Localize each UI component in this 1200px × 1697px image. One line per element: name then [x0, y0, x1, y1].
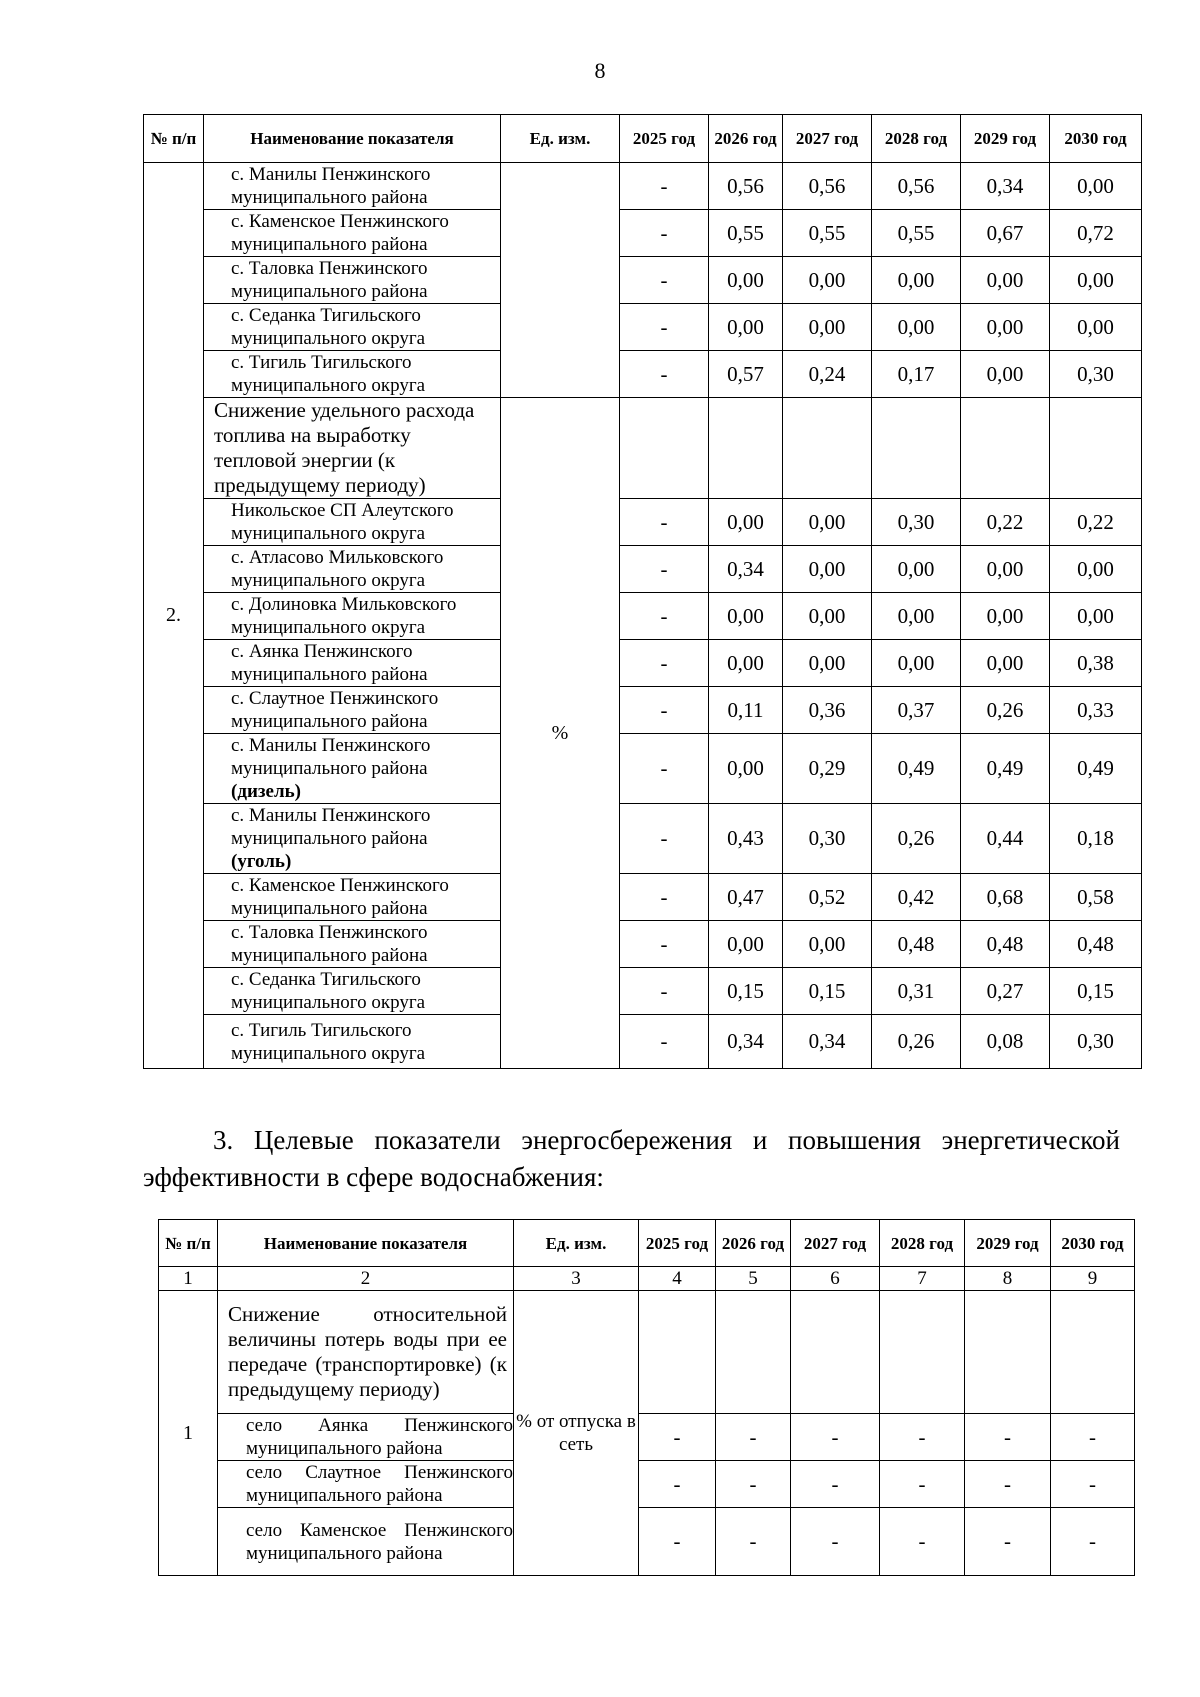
value-cell: - [791, 1508, 880, 1576]
fuel-type: (дизель) [231, 781, 301, 802]
column-header: 2027 год [791, 1220, 880, 1267]
value-cell: - [791, 1414, 880, 1461]
table-row [144, 257, 1142, 304]
table-row [144, 1015, 1142, 1069]
value-cell: 0,00 [1050, 546, 1142, 593]
value-cell: 0,26 [872, 1015, 961, 1069]
value-cell: 0,00 [1050, 257, 1142, 304]
empty-cell [1051, 1291, 1135, 1414]
value-cell: 0,22 [961, 499, 1050, 546]
table-row [144, 734, 1142, 804]
table-row [159, 1414, 1135, 1461]
value-cell: - [716, 1461, 791, 1508]
table-row [144, 593, 1142, 640]
value-cell: - [620, 640, 709, 687]
column-header: 2028 год [880, 1220, 965, 1267]
value-cell: 0,57 [709, 351, 783, 398]
group-title: Снижение относительной величины потерь воды при ее передаче (транспортировке) (к предыдущему периоду) [218, 1291, 514, 1414]
table-row [144, 687, 1142, 734]
column-header: Ед. изм. [501, 115, 620, 163]
value-cell: 0,00 [872, 593, 961, 640]
value-cell: 0,55 [872, 210, 961, 257]
empty-cell [961, 398, 1050, 499]
table-row [144, 304, 1142, 351]
row-number: 2. [144, 163, 204, 1069]
value-cell: 0,56 [872, 163, 961, 210]
table-header-row [159, 1220, 1135, 1267]
value-cell: - [716, 1414, 791, 1461]
value-cell: 0,36 [783, 687, 872, 734]
value-cell: 0,48 [1050, 921, 1142, 968]
value-cell: 0,00 [783, 593, 872, 640]
value-cell: 0,33 [1050, 687, 1142, 734]
value-cell: 0,00 [1050, 163, 1142, 210]
value-cell: 0,22 [1050, 499, 1142, 546]
settlement-name: с. Атласово Мильковского муниципального округа [231, 547, 444, 591]
value-cell: 0,00 [872, 546, 961, 593]
value-cell: 0,37 [872, 687, 961, 734]
indicator-name [204, 734, 501, 804]
column-header: Наименование показателя [218, 1220, 514, 1267]
value-cell: - [620, 257, 709, 304]
column-header: 2025 год [639, 1220, 716, 1267]
value-cell: 0,56 [783, 163, 872, 210]
value-cell: 0,49 [961, 734, 1050, 804]
settlement-name: с. Манилы Пенжинского муниципального района [231, 805, 431, 849]
value-cell: 0,72 [1050, 210, 1142, 257]
settlement-name: с. Слаутное Пенжинского муниципального района [231, 688, 439, 732]
column-header: Ед. изм. [514, 1220, 639, 1267]
unit-top-blank [501, 163, 620, 398]
empty-cell [872, 398, 961, 499]
value-cell: 0,00 [872, 304, 961, 351]
value-cell: 0,00 [961, 640, 1050, 687]
indicator-name: с. Тигиль Тигильского муниципального округа [204, 351, 501, 398]
value-cell: - [639, 1461, 716, 1508]
settlement-name: с. Тигиль Тигильского муниципального округа [231, 1019, 426, 1064]
empty-cell [709, 398, 783, 499]
group-row [144, 398, 1142, 499]
indicator-name [204, 968, 501, 1015]
value-cell: 0,00 [709, 593, 783, 640]
value-cell: 0,00 [961, 351, 1050, 398]
indicator-name: село Аянка Пенжинского муниципального района [218, 1414, 514, 1461]
value-cell: 0,30 [872, 499, 961, 546]
value-cell: 0,56 [709, 163, 783, 210]
value-cell: - [620, 499, 709, 546]
value-cell: 0,00 [872, 257, 961, 304]
value-cell: 0,08 [961, 1015, 1050, 1069]
row-number: 1 [159, 1291, 218, 1576]
value-cell: 0,00 [783, 546, 872, 593]
value-cell: 0,00 [709, 304, 783, 351]
table-row [144, 546, 1142, 593]
value-cell: 0,34 [783, 1015, 872, 1069]
column-header: 2029 год [965, 1220, 1051, 1267]
empty-cell [965, 1291, 1051, 1414]
empty-cell [1050, 398, 1142, 499]
fuel-type: (уголь) [231, 851, 292, 872]
value-cell: 0,43 [709, 804, 783, 874]
value-cell: 0,38 [1050, 640, 1142, 687]
indicator-name [204, 921, 501, 968]
value-cell: 0,00 [783, 921, 872, 968]
value-cell: - [880, 1414, 965, 1461]
value-cell: - [620, 804, 709, 874]
value-cell: - [620, 734, 709, 804]
column-header: 2030 год [1051, 1220, 1135, 1267]
value-cell: 0,00 [961, 257, 1050, 304]
value-cell: - [620, 351, 709, 398]
value-cell: - [1051, 1414, 1135, 1461]
settlement-name: с. Седанка Тигильского муниципального округа [231, 969, 426, 1013]
column-header: 2025 год [620, 115, 709, 163]
column-index: 6 [791, 1267, 880, 1291]
value-cell: 0,30 [783, 804, 872, 874]
column-header: 2028 год [872, 115, 961, 163]
value-cell: 0,00 [709, 499, 783, 546]
value-cell: 0,15 [783, 968, 872, 1015]
value-cell: 0,00 [872, 640, 961, 687]
table-row [144, 499, 1142, 546]
empty-cell [639, 1291, 716, 1414]
value-cell: 0,00 [709, 640, 783, 687]
empty-cell [791, 1291, 880, 1414]
value-cell: 0,34 [709, 1015, 783, 1069]
value-cell: 0,18 [1050, 804, 1142, 874]
table-row [144, 640, 1142, 687]
value-cell: - [639, 1508, 716, 1576]
value-cell: 0,48 [872, 921, 961, 968]
indicator-name [204, 499, 501, 546]
value-cell: 0,26 [961, 687, 1050, 734]
value-cell: - [620, 1015, 709, 1069]
value-cell: - [620, 968, 709, 1015]
value-cell: 0,34 [961, 163, 1050, 210]
value-cell: - [620, 593, 709, 640]
water-loss-table [158, 1219, 1135, 1576]
value-cell: 0,00 [783, 304, 872, 351]
value-cell: - [620, 546, 709, 593]
value-cell: - [1051, 1508, 1135, 1576]
settlement-name: с. Таловка Пенжинского муниципального района [231, 922, 428, 966]
value-cell: 0,52 [783, 874, 872, 921]
value-cell: 0,44 [961, 804, 1050, 874]
table-row [144, 874, 1142, 921]
value-cell: 0,00 [1050, 593, 1142, 640]
indicator-name [204, 640, 501, 687]
column-header: № п/п [144, 115, 204, 163]
table-row [144, 921, 1142, 968]
value-cell: 0,42 [872, 874, 961, 921]
empty-cell [880, 1291, 965, 1414]
column-header: 2026 год [716, 1220, 791, 1267]
column-index: 4 [639, 1267, 716, 1291]
value-cell: 0,29 [783, 734, 872, 804]
value-cell: 0,49 [1050, 734, 1142, 804]
empty-cell [716, 1291, 791, 1414]
value-cell: 0,15 [709, 968, 783, 1015]
settlement-name: с. Аянка Пенжинского муниципального района [231, 641, 428, 685]
indicator-name [204, 687, 501, 734]
unit: % [501, 398, 620, 1069]
indicator-name [204, 874, 501, 921]
value-cell: 0,11 [709, 687, 783, 734]
value-cell: - [965, 1414, 1051, 1461]
column-index: 8 [965, 1267, 1051, 1291]
value-cell: - [620, 210, 709, 257]
value-cell: - [620, 921, 709, 968]
indicator-name: село Слаутное Пенжинского муниципального района [218, 1461, 514, 1508]
value-cell: 0,00 [783, 257, 872, 304]
value-cell: 0,47 [709, 874, 783, 921]
column-index: 7 [880, 1267, 965, 1291]
value-cell: 0,00 [709, 734, 783, 804]
unit: % от отпуска в сеть [514, 1291, 639, 1576]
value-cell: - [639, 1414, 716, 1461]
table-header-row [144, 115, 1142, 163]
value-cell: - [620, 874, 709, 921]
settlement-name: с. Долиновка Мильковского муниципального округа [231, 594, 457, 638]
group-row [159, 1291, 1135, 1414]
indicator-name: село Каменское Пенжинского муниципального района [218, 1508, 514, 1576]
value-cell: 0,34 [709, 546, 783, 593]
value-cell: - [620, 304, 709, 351]
value-cell: 0,55 [709, 210, 783, 257]
indicator-name: с. Таловка Пенжинского муниципального района [204, 257, 501, 304]
page-number: 8 [594, 58, 606, 83]
section-3-heading: 3. Целевые показатели энергосбережения и повышения энергетической эффективности в сфере водоснабжения: [143, 1125, 1120, 1192]
value-cell: 0,00 [783, 640, 872, 687]
indicator-name: с. Каменское Пенжинского муниципального района [204, 210, 501, 257]
column-header: 2027 год [783, 115, 872, 163]
value-cell: 0,31 [872, 968, 961, 1015]
table-row [144, 804, 1142, 874]
column-index: 9 [1051, 1267, 1135, 1291]
column-header: № п/п [159, 1220, 218, 1267]
value-cell: - [620, 687, 709, 734]
indicator-name [204, 804, 501, 874]
value-cell: 0,24 [783, 351, 872, 398]
column-header: Наименование показателя [204, 115, 501, 163]
indicator-name [204, 546, 501, 593]
indicator-name: с. Седанка Тигильского муниципального округа [204, 304, 501, 351]
column-index: 2 [218, 1267, 514, 1291]
value-cell: - [880, 1461, 965, 1508]
value-cell: 0,17 [872, 351, 961, 398]
heat-fuel-table [143, 114, 1142, 1069]
value-cell: 0,55 [783, 210, 872, 257]
column-header: 2029 год [961, 115, 1050, 163]
column-index: 5 [716, 1267, 791, 1291]
value-cell: 0,30 [1050, 351, 1142, 398]
empty-cell [620, 398, 709, 499]
settlement-name: с. Манилы Пенжинского муниципального района [231, 735, 431, 779]
value-cell: 0,00 [961, 593, 1050, 640]
value-cell: 0,68 [961, 874, 1050, 921]
table-row [144, 210, 1142, 257]
value-cell: 0,26 [872, 804, 961, 874]
value-cell: - [965, 1508, 1051, 1576]
value-cell: 0,00 [961, 546, 1050, 593]
value-cell: 0,30 [1050, 1015, 1142, 1069]
indicator-name [204, 1015, 501, 1069]
value-cell: 0,15 [1050, 968, 1142, 1015]
table-row [144, 163, 1142, 210]
value-cell: - [716, 1508, 791, 1576]
value-cell: - [880, 1508, 965, 1576]
value-cell: - [791, 1461, 880, 1508]
value-cell: - [965, 1461, 1051, 1508]
value-cell: 0,58 [1050, 874, 1142, 921]
value-cell: - [1051, 1461, 1135, 1508]
column-index: 1 [159, 1267, 218, 1291]
value-cell: 0,00 [783, 499, 872, 546]
value-cell: - [620, 163, 709, 210]
value-cell: 0,49 [872, 734, 961, 804]
indicator-name: с. Манилы Пенжинского муниципального района [204, 163, 501, 210]
table-row [159, 1508, 1135, 1576]
value-cell: 0,67 [961, 210, 1050, 257]
value-cell: 0,27 [961, 968, 1050, 1015]
column-index-row [159, 1267, 1135, 1291]
settlement-name: Никольское СП Алеутского муниципального округа [231, 500, 454, 544]
value-cell: 0,00 [961, 304, 1050, 351]
column-header: 2026 год [709, 115, 783, 163]
table-row [144, 351, 1142, 398]
table-row [159, 1461, 1135, 1508]
column-header: 2030 год [1050, 115, 1142, 163]
value-cell: 0,48 [961, 921, 1050, 968]
column-index: 3 [514, 1267, 639, 1291]
value-cell: 0,00 [709, 257, 783, 304]
group-title: Снижение удельного расхода топлива на выработку тепловой энергии (к предыдущему периоду) [204, 398, 501, 499]
table-row [144, 968, 1142, 1015]
value-cell: 0,00 [1050, 304, 1142, 351]
empty-cell [783, 398, 872, 499]
settlement-name: с. Каменское Пенжинского муниципального района [231, 875, 449, 919]
indicator-name [204, 593, 501, 640]
value-cell: 0,00 [709, 921, 783, 968]
